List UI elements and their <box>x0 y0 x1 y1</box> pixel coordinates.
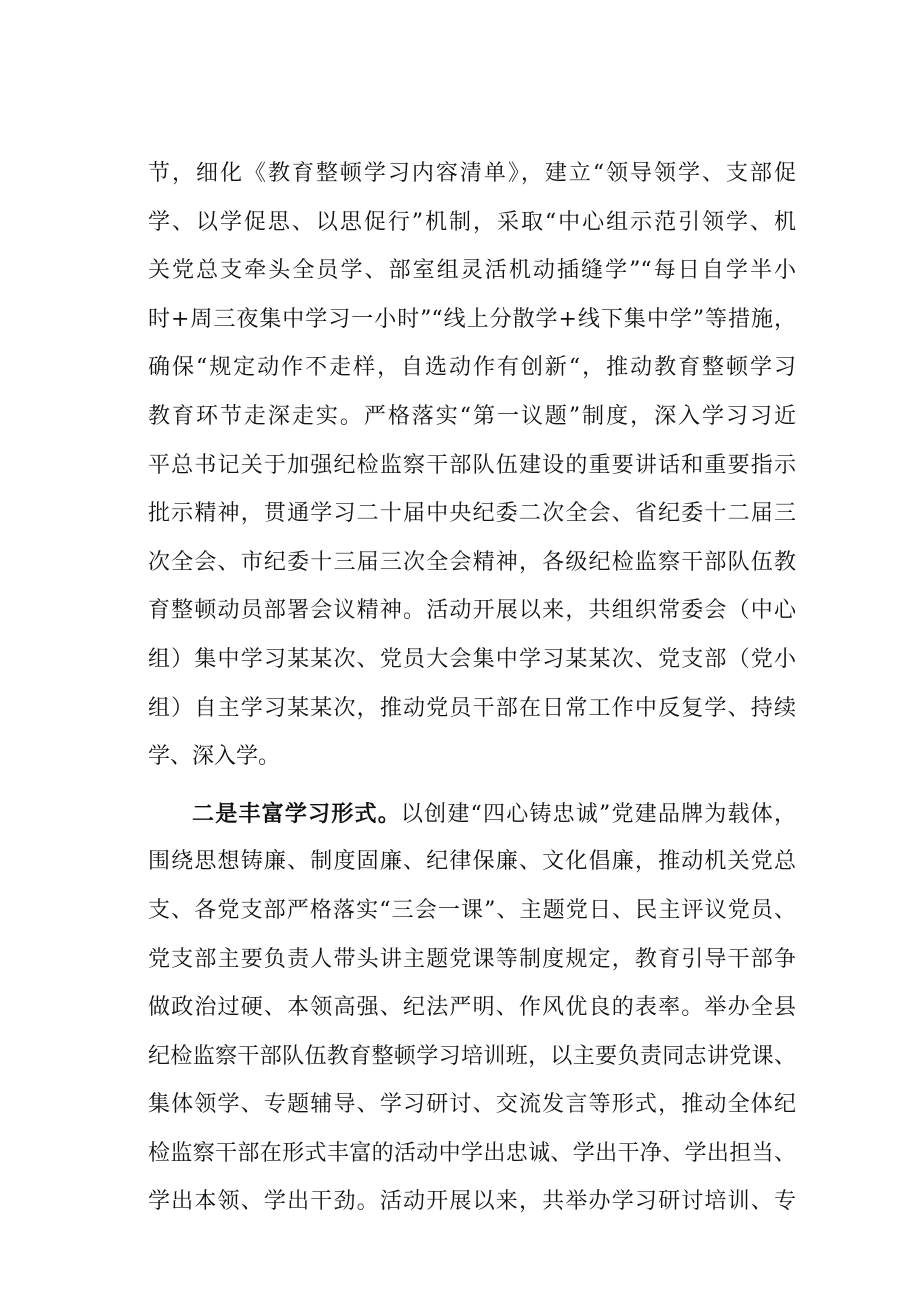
text-line: 学、以学促思、以思促行”机制，采取“中心组示范引领学、机 <box>148 209 796 235</box>
paragraph-enrich-learning-forms <box>148 790 796 1227</box>
text-line: 围绕思想铸廉、制度固廉、纪律保廉、文化倡廉，推动机关党总 <box>148 849 796 875</box>
text-line: 组）自主学习某某次，推动党员干部在日常工作中反复学、持续 <box>148 695 796 721</box>
text-line: 平总书记关于加强纪检监察干部队伍建设的重要讲话和重要指示 <box>148 452 796 478</box>
text-line: 纪检监察干部队伍教育整顿学习培训班，以主要负责同志讲党课、 <box>148 1043 796 1069</box>
text-line: 学、深入学。 <box>148 744 281 770</box>
paragraph-heading: 二是丰富学习形式。 <box>192 800 401 827</box>
text-line: 集体领学、专题辅导、学习研讨、交流发言等形式，推动全体纪 <box>148 1092 796 1118</box>
text-line: 支、各党支部严格落实“三会一课”、主题党日、民主评议党员、 <box>148 897 796 923</box>
text-line: 学出本领、学出干劲。活动开展以来，共举办学习研讨培训、专 <box>148 1189 796 1215</box>
text-line: 次全会、市纪委十三届三次全会精神，各级纪检监察干部队伍教 <box>148 549 796 575</box>
text-line: 批示精神，贯通学习二十届中央纪委二次全会、省纪委十二届三 <box>148 501 796 527</box>
document-page <box>148 150 796 1227</box>
text-line: 节，细化《教育整顿学习内容清单》，建立“领导领学、支部促 <box>148 161 796 186</box>
paragraph-spacer <box>148 782 796 790</box>
text-line: 关党总支牵头全员学、部室组灵活机动插缝学”“每日自学半小 <box>148 258 796 284</box>
paragraph-learning-mechanism <box>148 150 796 782</box>
text-line-with-heading <box>148 790 796 839</box>
text-line: 检监察干部在形式丰富的活动中学出忠诚、学出干净、学出担当、 <box>148 1140 796 1166</box>
heading-line-rest: 以创建“四心铸忠诚”党建品牌为载体， <box>400 801 796 827</box>
text-line: 育整顿动员部署会议精神。活动开展以来，共组织常委会（中心 <box>148 598 796 624</box>
text-line: 做政治过硬、本领高强、纪法严明、作风优良的表率。举办全县 <box>148 995 796 1021</box>
text-line: 教育环节走深走实。严格落实“第一议题”制度，深入学习习近 <box>148 403 796 429</box>
text-line: 确保“规定动作不走样，自选动作有创新“，推动教育整顿学习 <box>148 355 796 381</box>
text-line: 组）集中学习某某次、党员大会集中学习某某次、党支部（党小 <box>148 646 796 672</box>
text-line: 时+周三夜集中学习一小时”“线上分散学+线下集中学”等措施， <box>148 306 796 332</box>
text-line: 党支部主要负责人带头讲主题党课等制度规定，教育引导干部争 <box>148 946 796 972</box>
